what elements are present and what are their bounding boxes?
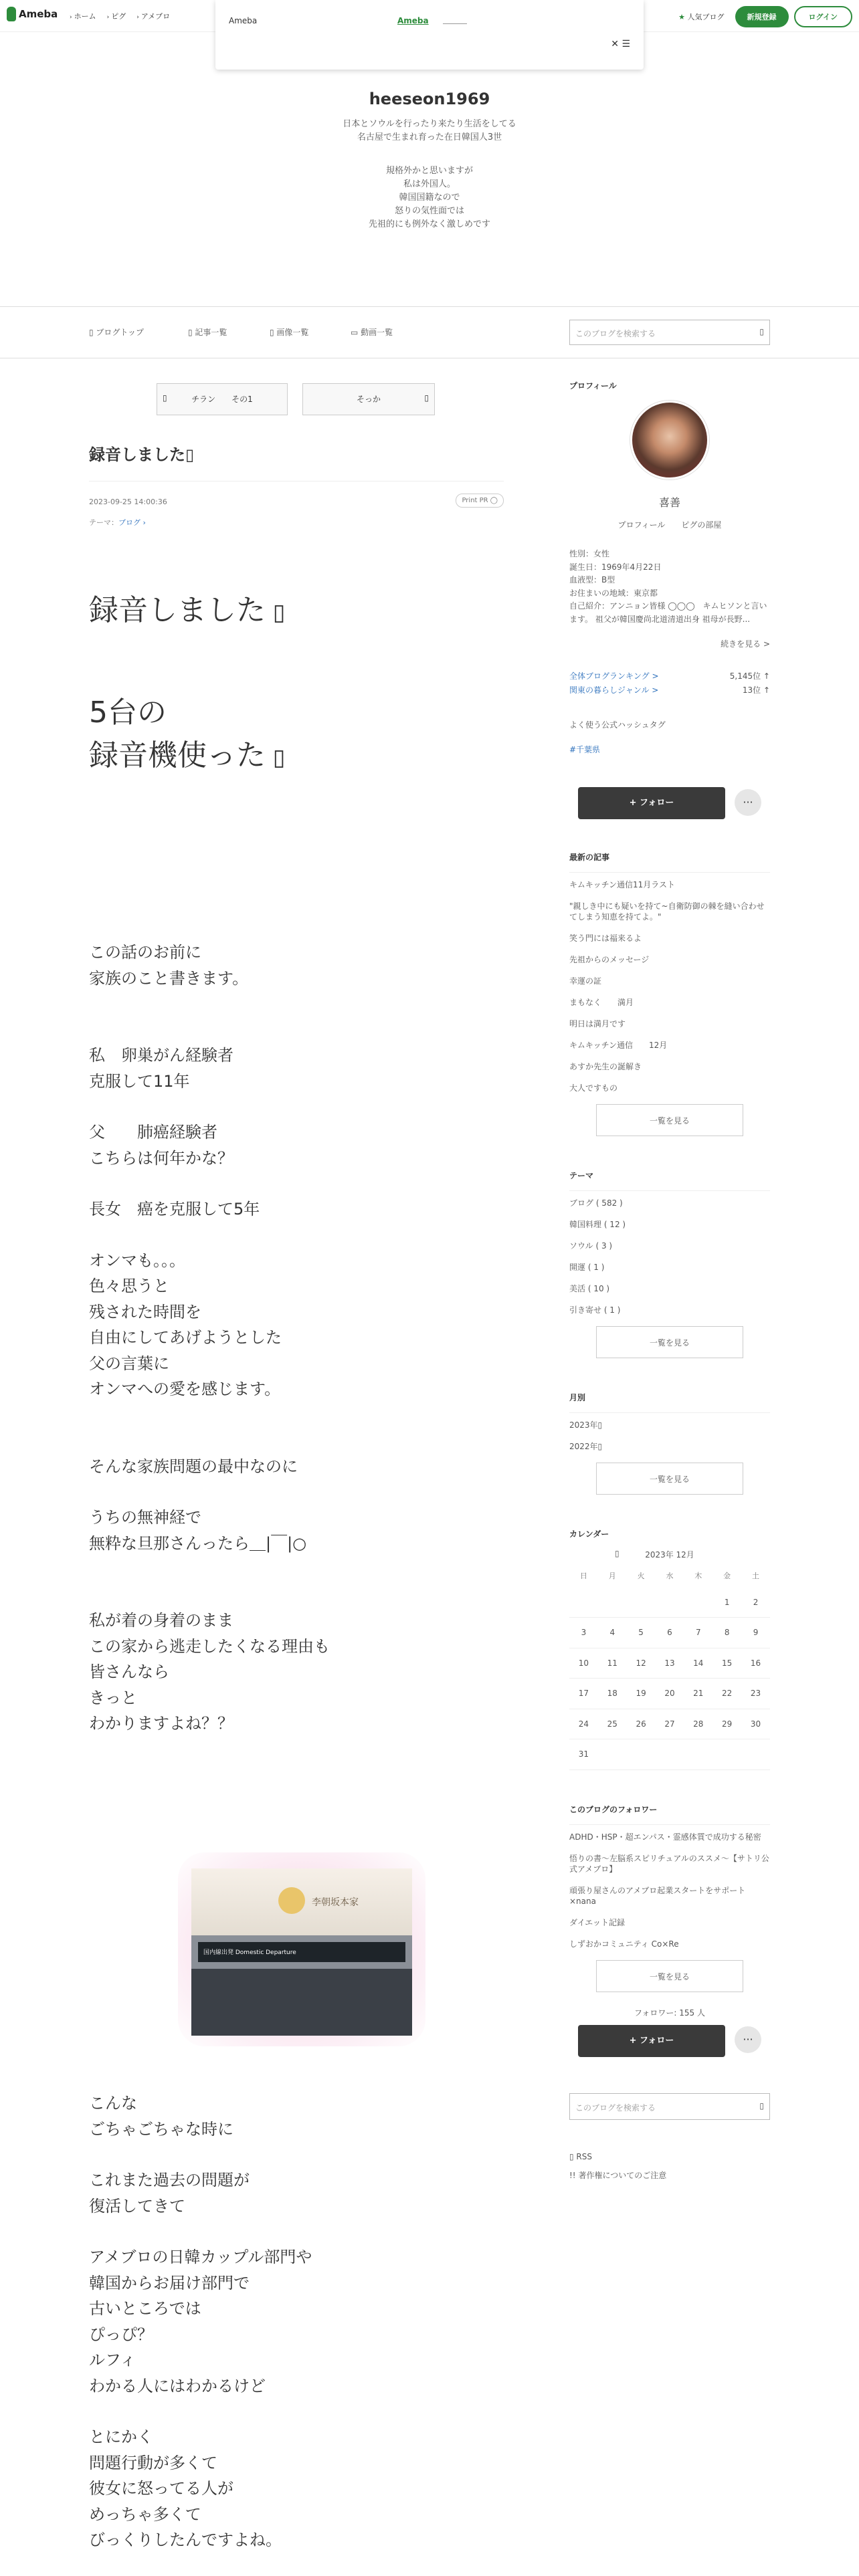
chevron-left-icon: ▯ [163,393,167,403]
ranking: 全体ブログランキング > 5,145位 ↑ 関東の暮らしジャンル > 13位 ↑ [569,669,770,697]
chevron-right-icon: › [70,14,72,21]
image-icon: ▯ [270,328,277,337]
next-entry-button[interactable]: そっか ▯ [302,383,435,415]
ameba-logo[interactable]: Ameba [7,7,58,21]
list-item[interactable]: 開運 ( 1 ) [569,1263,605,1272]
chevron-left-icon[interactable]: ▯ [615,1549,619,1558]
post-theme: テーマ：ブログ › [89,518,146,527]
list-item[interactable]: キムキッチン通信11月ラスト [569,880,675,889]
post-photo[interactable] [178,1852,425,2046]
paragraph-6: そんな家族問題の最中なのに [89,1457,298,1476]
list-item[interactable]: 2023年▯ [569,1420,603,1430]
list-item[interactable]: ダイエット記録 [569,1917,626,1927]
tab-blog-top[interactable]: ▯ ブログトップ [89,328,145,337]
big-text-1: 録音しました ▯ [89,593,286,627]
copyright-link[interactable]: !! 著作権についてのご注意 [569,2170,667,2180]
profile-links[interactable]: プロフィール ピグの部屋 [617,520,722,530]
crown-icon: ★ [678,13,686,21]
calendar-title: ▯ 2023年 12月 [615,1549,694,1560]
list-item[interactable]: キムキッチン通信 12月 [569,1041,668,1050]
search-icon[interactable]: ▯ [759,2101,764,2111]
paragraph-2: 私 卵巣がん経験者 克服して11年 [89,1046,233,1091]
followers-heading: このブログのフォロワー [569,1804,658,1814]
follow-button[interactable]: + フォロー [578,787,725,819]
rss-link[interactable]: ▯ RSS [569,2151,592,2161]
tab-videos[interactable]: ▭ 動画一覧 [351,328,393,337]
theme-link[interactable]: ブログ [118,518,140,527]
theme-heading: テーマ [569,1171,594,1180]
emoji-icon: ▯ [266,599,286,626]
list-item[interactable]: あすか先生の誕解き [569,1062,642,1071]
search-icon[interactable]: ▯ [759,327,764,336]
follower-count: フォロワー: 155 人 [634,2008,705,2018]
theme-more-button[interactable]: 一覧を見る [596,1326,743,1358]
ad-popup [215,0,644,70]
calendar: 日 月 火 水 木 金 土 1 2 3 4 5 6 7 8 9 10 11 12 13 14 15 16 17 18 19 20 21 22 23 24 25 26 27 28 29 30 31 [569,1564,770,1770]
paragraph-7: うちの無神経で 無粋な旦那さんったら＿|￣|○ [89,1508,307,1553]
overall-ranking-link[interactable]: 全体ブログランキング > [569,671,659,681]
popular-blog-link[interactable]: ★ 人気ブログ [678,13,725,21]
emoji-icon: ▯ [266,744,286,771]
avatar[interactable] [630,401,709,479]
follow-row-2 [569,2025,770,2057]
chevron-right-icon: › [106,14,110,21]
profile-name[interactable]: 喜善 [658,496,680,509]
blog-header [0,70,859,305]
blog-search-input[interactable]: このブログを検索する ▯ [569,320,770,345]
prev-entry-button[interactable]: ▯ チラン その1 [157,383,288,415]
departure-board: 国内線出発 Domestic Departure [198,1942,405,1962]
followers-list [569,1824,770,1949]
nav-ameblo[interactable]: › アメブロ [136,12,171,21]
top-nav [70,11,170,21]
chevron-down-icon: ▯ [597,1442,603,1451]
hashtag-link[interactable]: #千葉県 [569,745,601,754]
list-item[interactable]: 美活 ( 10 ) [569,1284,610,1293]
post-title[interactable]: 録音しました▯ [89,441,504,481]
list-item[interactable]: ソウル ( 3 ) [569,1241,613,1251]
register-button[interactable]: 新規登録 [735,6,789,27]
video-icon: ▭ [351,328,361,337]
rss-icon: ▯ [569,2151,577,2161]
chevron-down-icon: ▯ [597,1420,603,1430]
list-item[interactable]: 幸運の証 [569,976,602,986]
blog-subtitle: 日本とソウルを行ったり来たり生活をしてる 名古屋で生まれ育った在日韓国人3世 [343,119,516,142]
paragraph-9: こんな ごちゃごちゃな時に [89,2094,233,2139]
list-item[interactable]: 韓国料理 ( 12 ) [569,1220,626,1229]
list-item[interactable]: 頑張り屋さんのアメブロ起業スタートをサポート×nana [569,1885,746,1906]
chevron-right-icon: › [136,14,139,21]
paragraph-10: これまた過去の問題が 復活してきて [89,2171,250,2216]
paragraph-8: 私が着の身着のまま この家から逃走したくなる理由も 皆さんなら きっと わかりますよね？？ [89,1611,330,1733]
paragraph-1: この話のお前に 家族のこと書きます。 [89,943,249,988]
warning-icon: !! [569,2170,579,2180]
theme-list [569,1190,770,1315]
emoji-icon: ▯ [185,445,195,464]
recent-list [569,872,770,1093]
list-item[interactable]: 2022年▯ [569,1442,603,1451]
followers-more-button[interactable]: 一覧を見る [596,1960,743,1992]
more-options-icon[interactable]: ··· [735,2026,761,2053]
big-text-2: 5台の 録音機使った ▯ [89,695,286,772]
list-item[interactable]: ブログ ( 582 ) [569,1198,623,1208]
paragraph-4: 長女 癌を克服して5年 [89,1200,260,1218]
list-item[interactable]: 大人ですもの [569,1083,618,1093]
chevron-right-icon: ▯ [424,393,429,403]
post-article-cont [89,2090,504,2553]
more-options-icon[interactable]: ··· [735,789,761,816]
airport-image: 李朝坂本家 国内線出発 Domestic Departure [191,1868,412,2036]
print-pr-badge[interactable]: Print PR ◯ [456,494,504,508]
sidebar [569,380,770,2181]
post-date: 2023-09-25 14:00:36 [89,498,167,506]
follow-row [569,787,770,819]
profile-heading: プロフィール [569,381,617,391]
list-item[interactable]: まもなく 満月 [569,998,634,1007]
month-heading: 月別 [569,1393,586,1402]
hashtag-heading: よく使う公式ハッシュタグ [569,720,666,730]
tab-entries[interactable]: ▯ 記事一覧 [188,328,227,337]
nav-home[interactable]: › ホーム [70,12,96,21]
popup-link[interactable]: Ameba [397,16,429,25]
profile-info: 性別：女性 誕生日：1969年4月22日 血液型：B型 お住まいの地域：東京都 自己紹介：アンニョン皆様 ◯◯◯ キムヒソンと言います。 祖父が韓国慶尚北道清道出身 祖母が長野... [569,549,767,624]
follow-button[interactable]: + フォロー [578,2025,725,2057]
paragraph-5: オンマも。。。 色々思うと 残された時間を 自由にしてあげようとした 父の言葉に オンマへの愛を感じます。 [89,1251,282,1398]
list-item[interactable]: 笑う門には福来るよ [569,934,642,943]
list-item[interactable]: "親しき中にも疑いを持て~自衛防御の棘を縫い合わせてしまう知恵を持てよ。" [569,901,765,922]
recent-more-button[interactable]: 一覧を見る [596,1104,743,1136]
list-icon: ▯ [188,328,195,337]
month-more-button[interactable]: 一覧を見る [596,1463,743,1495]
list-item[interactable]: 明日は満月です [569,1019,626,1029]
paragraph-11: アメブロの日韓カップル部門や 韓国からお届け部門で 古いところでは ぴっぴ？ ルフィ わかる人にはわかるけど [89,2248,312,2395]
tab-images[interactable]: ▯ 画像一覧 [270,328,309,337]
calendar-heading: カレンダー [569,1529,609,1539]
list-item[interactable]: 引き寄せ ( 1 ) [569,1305,621,1315]
genre-ranking-link[interactable]: 関東の暮らしジャンル > [569,685,659,695]
nav-pigg[interactable]: › ピグ [106,12,126,21]
blog-tabs [0,306,859,358]
profile-more-link[interactable]: 続きを見る > [721,639,770,649]
popup-close-icon[interactable]: ✕ ☰ [611,39,630,49]
paragraph-12: とにかく 問題行動が多くて 彼女に怒ってる人が めっちゃ多くて びっくりしたんですよね。 [89,2428,282,2549]
month-list [569,1412,770,1452]
login-button[interactable]: ログイン [794,6,852,27]
list-item[interactable]: 悟りの書〜左脳系スピリチュアルのススメ〜【サトリ公式アメブロ】 [569,1853,769,1874]
blog-description: 規格外かと思いますが 私は外国人。 韓国国籍なので 怒りの気性面では 先祖的にも例外なく激しめです [368,166,490,229]
recent-heading: 最新の記事 [569,853,610,862]
home-icon: ▯ [89,328,96,337]
popup-blank [443,16,467,24]
frog-icon [7,7,16,21]
list-item[interactable]: しずおかコミュニティ Co×Re [569,1939,679,1949]
post-article [89,441,504,1737]
list-item[interactable]: 先祖からのメッセージ [569,955,650,964]
popup-label: Ameba [229,16,258,25]
sidebar-search-input[interactable]: このブログを検索する ▯ [569,2093,770,2120]
list-item[interactable]: ADHD・HSP・超エンパス・霊感体質で成功する秘密 [569,1832,761,1842]
blog-title[interactable]: heeseon1969 [369,90,490,108]
paragraph-3: 父 肺癌経験者 こちらは何年かな？ [89,1123,233,1168]
